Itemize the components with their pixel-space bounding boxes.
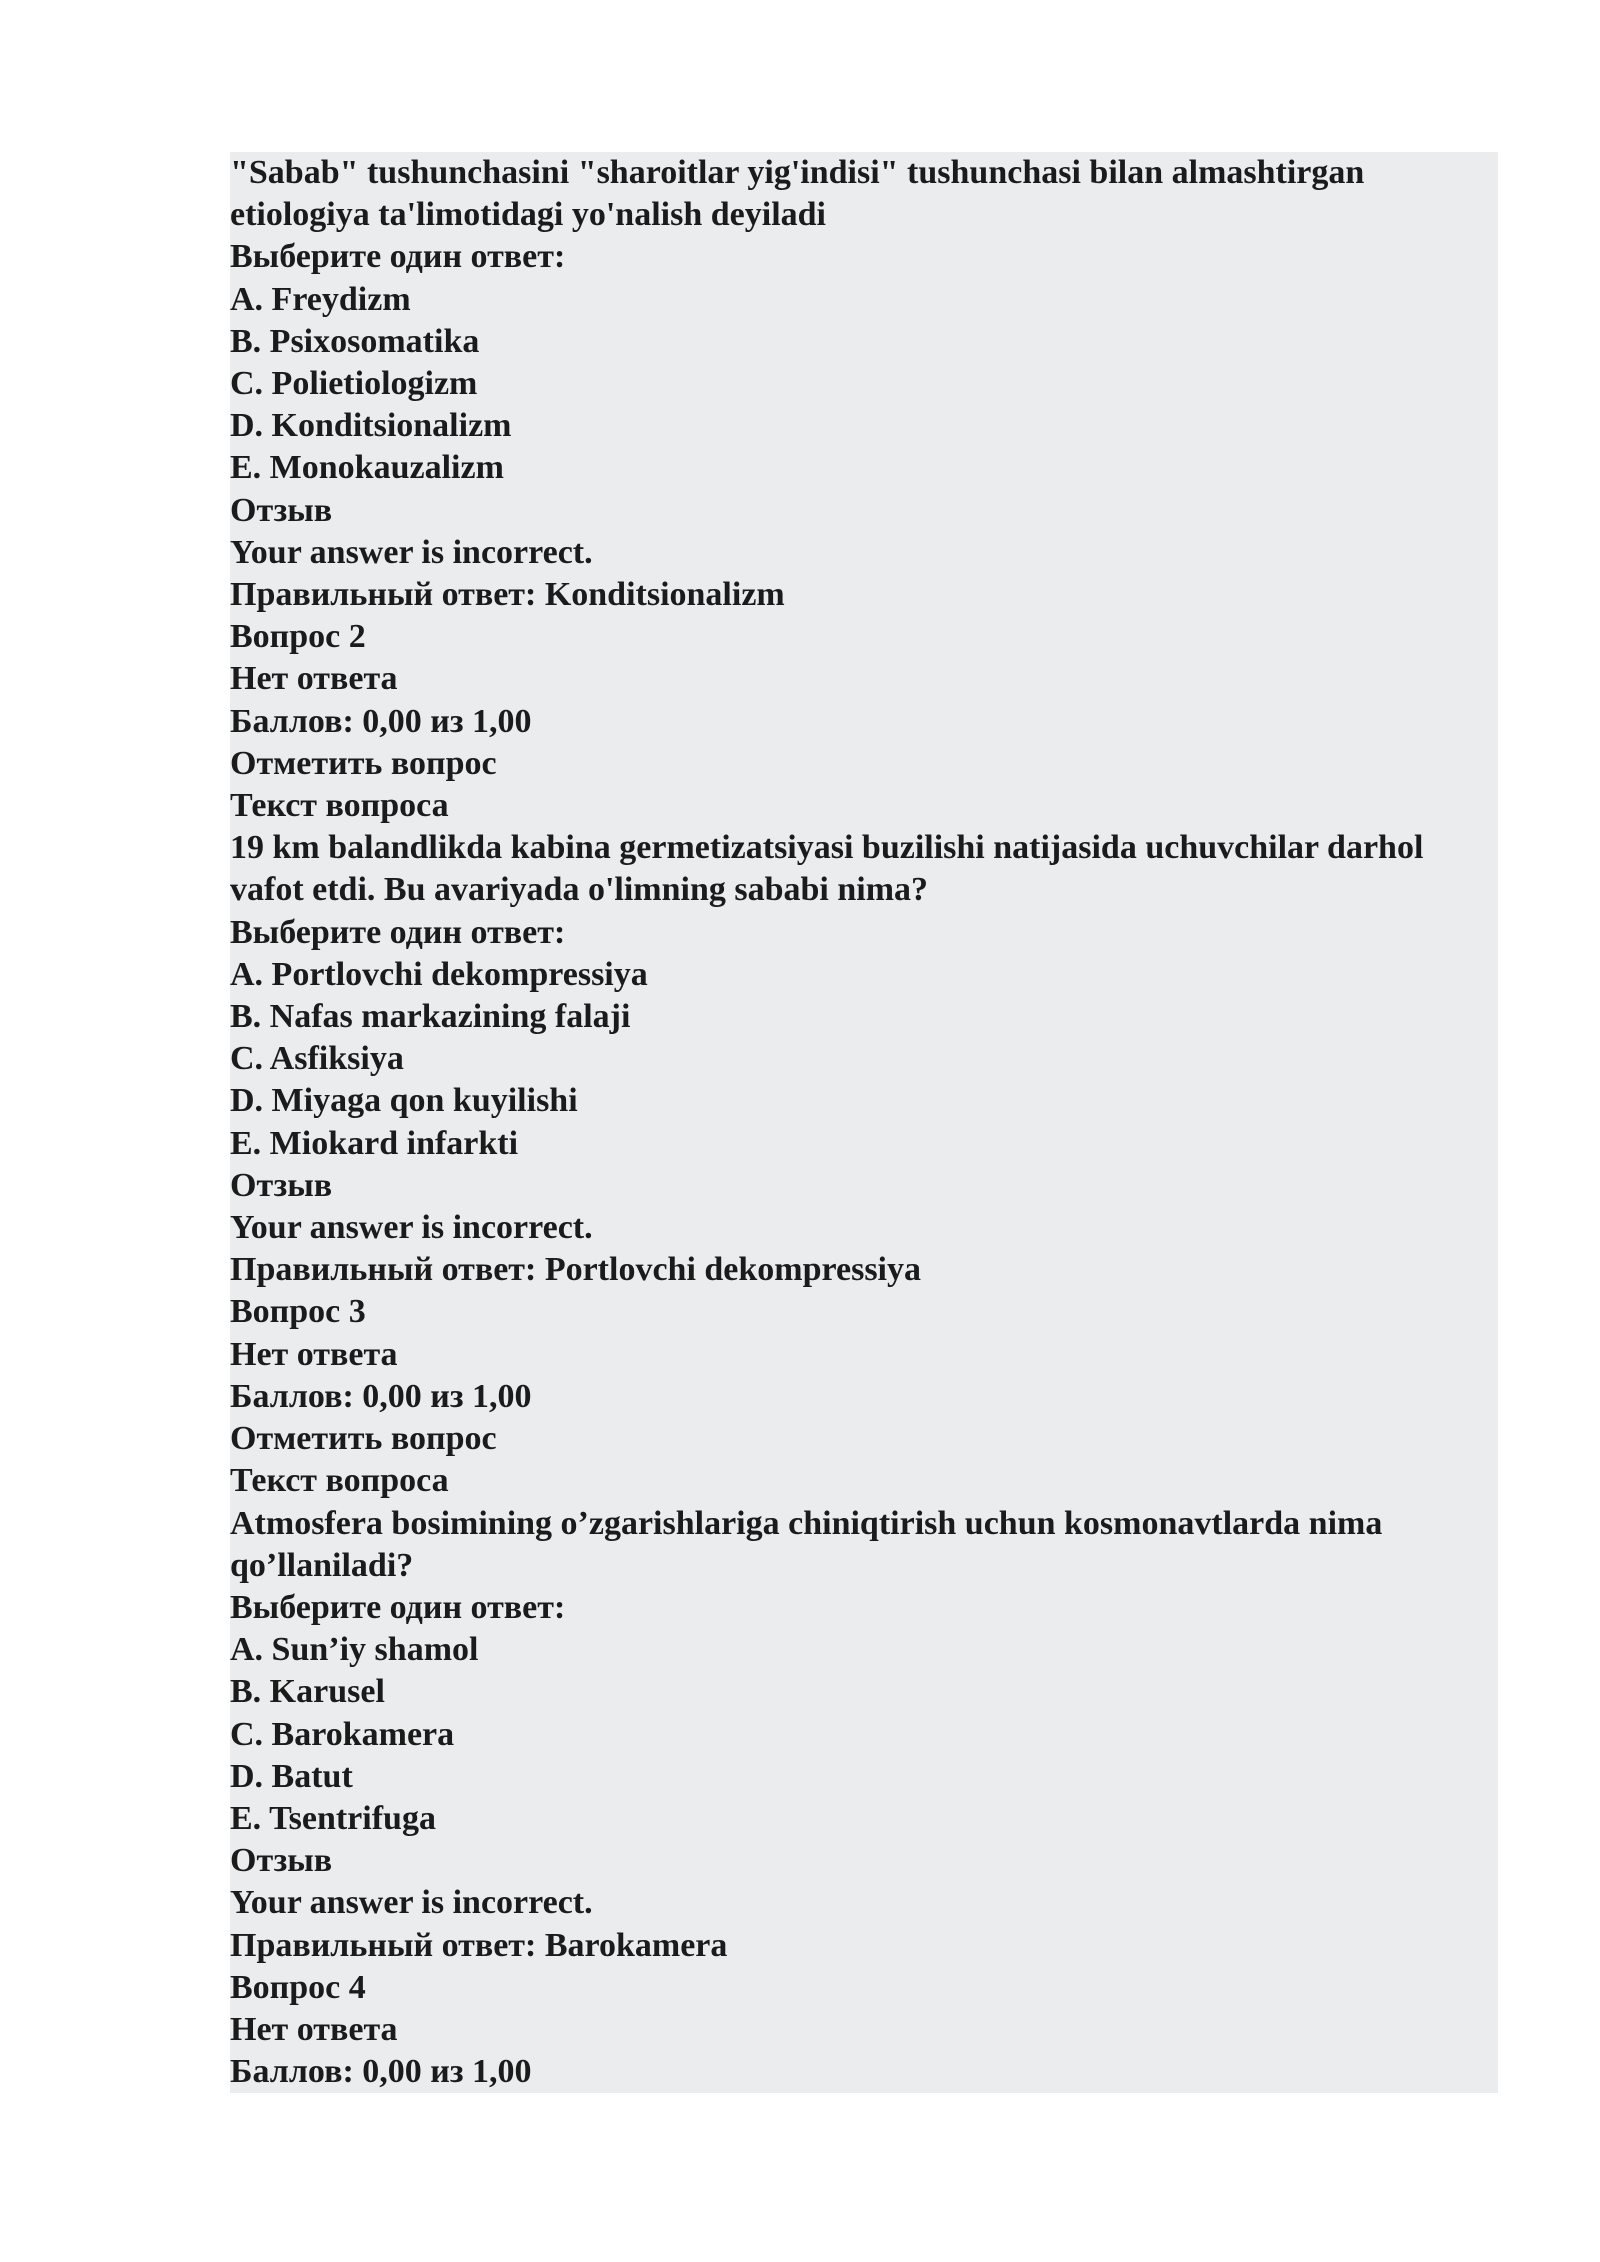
document-body — [230, 152, 1498, 2093]
q1-question-text: "Sabab" tushunchasini "sharoitlar yig'indisi" tushunchasi bilan almashtirgan etiologiya ta'limotidagi yo'nalish deyiladi — [230, 154, 1365, 234]
q1-option-a: A. Freydizm — [230, 280, 411, 318]
q3-option-a: A. Sun’iy shamol — [230, 1631, 479, 1669]
q2-score: Баллов: 0,00 из 1,00 — [230, 702, 532, 740]
q2-option-a: A. Portlovchi dekompressiya — [230, 955, 648, 993]
q3-feedback: Your answer is incorrect. — [230, 1884, 593, 1922]
q4-score: Баллов: 0,00 из 1,00 — [230, 2053, 532, 2091]
q3-flag-question: Отметить вопрос — [230, 1420, 497, 1458]
q1-answer-prompt: Выберите один ответ: — [230, 238, 566, 276]
q3-answer-prompt: Выберите один ответ: — [230, 1588, 566, 1626]
q2-option-d: D. Miyaga qon kuyilishi — [230, 1082, 578, 1120]
q1-option-b: B. Psixosomatika — [230, 322, 480, 360]
q2-status: Нет ответа — [230, 660, 398, 698]
q3-text-label: Текст вопроса — [230, 1462, 449, 1500]
q3-status: Нет ответа — [230, 1335, 398, 1373]
q2-option-c: C. Asfiksiya — [230, 1040, 404, 1078]
q2-text-label: Текст вопроса — [230, 787, 449, 825]
q3-option-e: E. Tsentrifuga — [230, 1799, 436, 1837]
q4-status: Нет ответа — [230, 2010, 398, 2048]
q4-number: Вопрос 4 — [230, 1968, 366, 2006]
q1-option-d: D. Konditsionalizm — [230, 407, 512, 445]
q3-option-c: C. Barokamera — [230, 1715, 455, 1753]
q2-correct-answer: Правильный ответ: Portlovchi dekompressiya — [230, 1251, 922, 1289]
q2-number: Вопрос 2 — [230, 618, 366, 656]
q3-option-b: B. Karusel — [230, 1673, 385, 1711]
q2-answer-prompt: Выберите один ответ: — [230, 913, 566, 951]
q1-option-e: E. Monokauzalizm — [230, 449, 504, 487]
q1-correct-answer: Правильный ответ: Konditsionalizm — [230, 576, 785, 614]
q3-score: Баллов: 0,00 из 1,00 — [230, 1377, 532, 1415]
q2-option-b: B. Nafas markazining falaji — [230, 998, 631, 1036]
q2-flag-question: Отметить вопрос — [230, 744, 497, 782]
q1-feedback-title: Отзыв — [230, 491, 333, 529]
q3-number: Вопрос 3 — [230, 1293, 366, 1331]
q3-correct-answer: Правильный ответ: Barokamera — [230, 1926, 728, 1964]
q3-question-text: Atmosfera bosimining o’zgarishlariga chiniqtirish uchun kosmonavtlarda nima qo’llaniladi? — [230, 1504, 1383, 1584]
q3-feedback-title: Отзыв — [230, 1842, 333, 1880]
q2-question-text: 19 km balandlikda kabina germetizatsiyasi buzilishi natijasida uchuvchilar darhol vafot etdi. Bu avariyada o'limning sababi nima? — [230, 829, 1424, 909]
q2-feedback-title: Отзыв — [230, 1166, 333, 1204]
q2-option-e: E. Miokard infarkti — [230, 1124, 519, 1162]
q3-option-d: D. Batut — [230, 1757, 353, 1795]
q1-feedback: Your answer is incorrect. — [230, 533, 593, 571]
q2-feedback: Your answer is incorrect. — [230, 1209, 593, 1247]
q1-option-c: C. Polietiologizm — [230, 365, 478, 403]
